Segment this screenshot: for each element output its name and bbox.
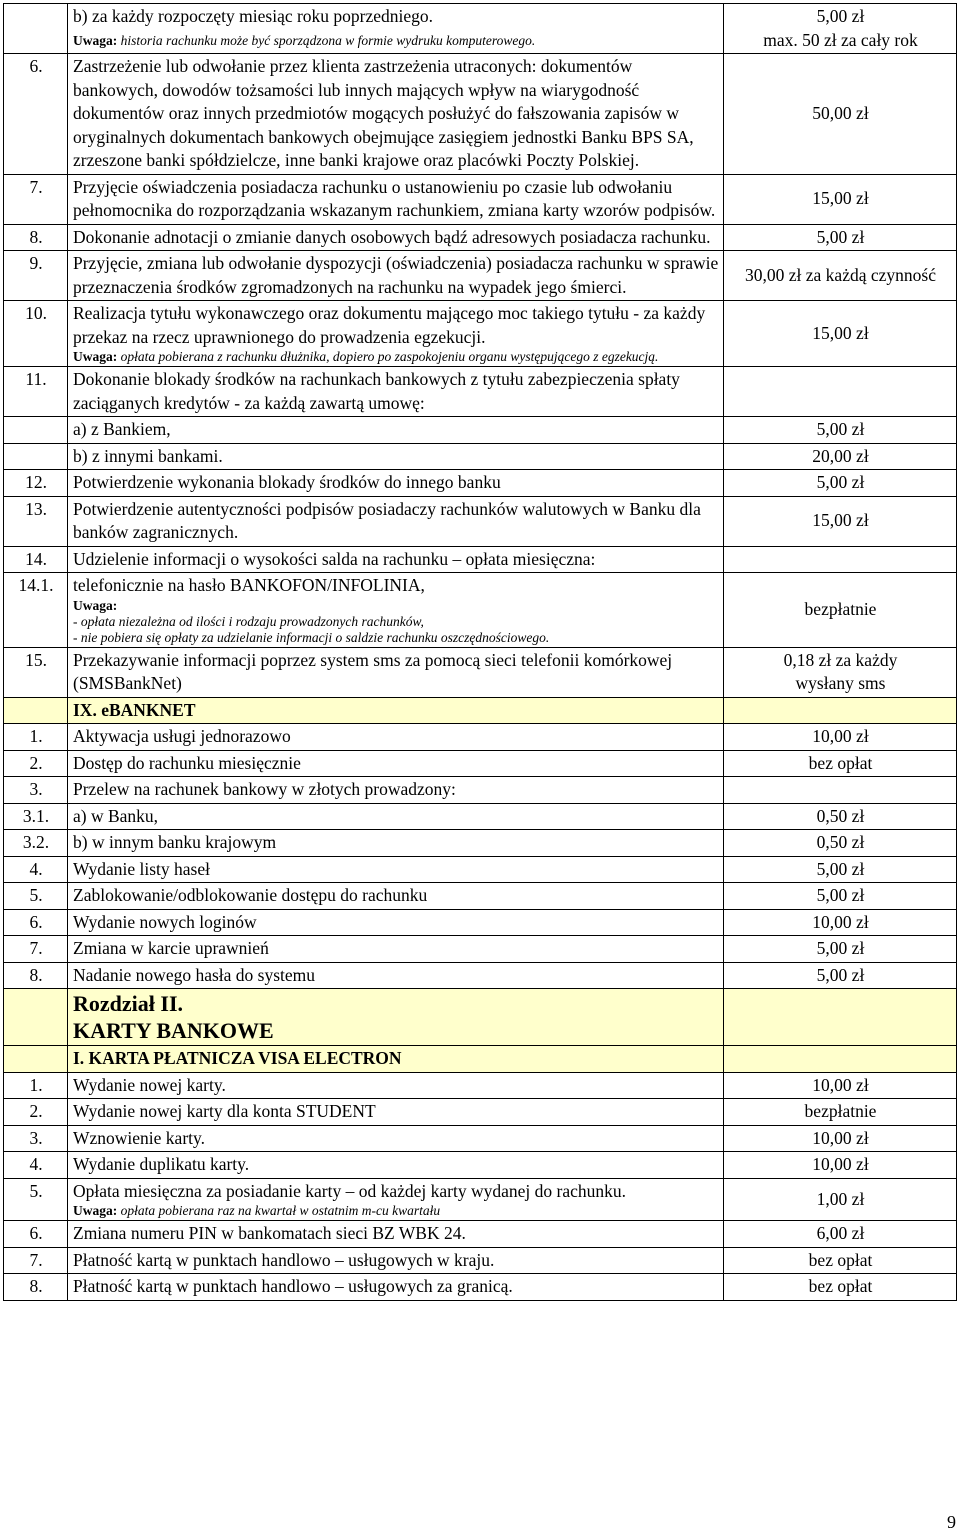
- table-row: [4, 1221, 957, 1248]
- table-row: [4, 909, 957, 936]
- row-number: 1.: [4, 724, 68, 751]
- table-row: [4, 936, 957, 963]
- row-price: 10,00 zł: [724, 724, 957, 751]
- row-description: Dokonanie adnotacji o zmianie danych osobowych bądź adresowych posiadacza rachunku.: [68, 224, 724, 251]
- row-number: 8.: [4, 1274, 68, 1301]
- row-number: 13.: [4, 496, 68, 546]
- row-number: 14.: [4, 546, 68, 573]
- row-price: [724, 777, 957, 804]
- chapter-line: Rozdział II.: [73, 991, 183, 1016]
- row-number: 4.: [4, 1152, 68, 1179]
- row-price: bezpłatnie: [724, 573, 957, 648]
- row-price: 6,00 zł: [724, 1221, 957, 1248]
- row-price: 10,00 zł: [724, 1072, 957, 1099]
- row-description: Przelew na rachunek bankowy w złotych prowadzony:: [68, 777, 724, 804]
- row-price: 20,00 zł: [724, 443, 957, 470]
- table-row: [4, 301, 957, 367]
- section-price-cell: [724, 989, 957, 1046]
- row-price: [724, 647, 957, 697]
- row-number: 6.: [4, 1221, 68, 1248]
- row-number: 11.: [4, 367, 68, 417]
- row-number: 7.: [4, 174, 68, 224]
- row-number: 6.: [4, 909, 68, 936]
- table-row: [4, 224, 957, 251]
- row-price: bez opłat: [724, 750, 957, 777]
- row-number: 7.: [4, 1247, 68, 1274]
- row-price: [724, 4, 957, 54]
- row-price: [724, 367, 957, 417]
- description-text: Opłata miesięczna za posiadanie karty – od każdej karty wydanej do rachunku.: [73, 1180, 626, 1201]
- section-title: IX. eBANKNET: [68, 697, 724, 724]
- row-price: bezpłatnie: [724, 1099, 957, 1126]
- row-price: 30,00 zł za każdą czynność: [724, 251, 957, 301]
- price-line: 0,18 zł za każdy: [783, 649, 898, 670]
- section-number-cell: [4, 1046, 68, 1073]
- row-description: Zablokowanie/odblokowanie dostępu do rachunku: [68, 883, 724, 910]
- row-number: 5.: [4, 1178, 68, 1221]
- section-price-cell: [724, 1046, 957, 1073]
- row-price: 5,00 zł: [724, 224, 957, 251]
- row-price: [724, 546, 957, 573]
- table-row: [4, 777, 957, 804]
- row-price: 0,50 zł: [724, 803, 957, 830]
- row-price: 5,00 zł: [724, 883, 957, 910]
- note-text: - nie pobiera się opłaty za udzielanie informacji o saldzie rachunku oszczędnościowego.: [73, 629, 550, 645]
- table-row: [4, 1152, 957, 1179]
- table-row: [4, 1072, 957, 1099]
- row-price: 15,00 zł: [724, 496, 957, 546]
- row-number: 3.2.: [4, 830, 68, 857]
- row-price: 5,00 zł: [724, 856, 957, 883]
- description-text: Realizacja tytułu wykonawczego oraz dokumentu mającego moc takiego tytułu - za każdy przekaz na rzecz uprawnionego do prowadzenia egzekucji.: [73, 303, 706, 347]
- row-description: Potwierdzenie wykonania blokady środków do innego banku: [68, 470, 724, 497]
- price-line: max. 50 zł za cały rok: [763, 29, 918, 50]
- table-row: [4, 803, 957, 830]
- note-label: Uwaga:: [73, 1203, 118, 1218]
- row-description: Przekazywanie informacji poprzez system sms za pomocą sieci telefonii komórkowej (SMSBankNet): [68, 647, 724, 697]
- chapter-header: [4, 989, 957, 1046]
- row-price: 1,00 zł: [724, 1178, 957, 1221]
- note-text: historia rachunku może być sporządzona w formie wydruku komputerowego.: [117, 32, 536, 48]
- row-number: 9.: [4, 251, 68, 301]
- row-description: [68, 1178, 724, 1221]
- row-description: Wydanie nowych loginów: [68, 909, 724, 936]
- row-description: b) z innymi bankami.: [68, 443, 724, 470]
- row-description: Dostęp do rachunku miesięcznie: [68, 750, 724, 777]
- row-price: 10,00 zł: [724, 909, 957, 936]
- section-title: I. KARTA PŁATNICZA VISA ELECTRON: [68, 1046, 724, 1073]
- chapter-line: KARTY BANKOWE: [73, 1018, 274, 1043]
- row-description: [68, 4, 724, 54]
- price-line: 5,00 zł: [816, 6, 865, 26]
- section-header-visa: [4, 1046, 957, 1073]
- row-description: Zastrzeżenie lub odwołanie przez klienta zastrzeżenia utraconych: dokumentów bankowych, dowodów tożsamości lub innych mających wpływ na wiarygodność dokumentów oraz innych przedmiotów mogących posłużyć do fałszowania zapisów w oryginalnych dokumentach bankowych obejmujące zasięgiem jednostki Banku BPS SA, zrzeszone banki spółdzielcze, inne banki krajowe oraz placówki Poczty Polskiej.: [68, 54, 724, 175]
- table-row: [4, 1247, 957, 1274]
- note-text: - opłata niezależna od ilości i rodzaju prowadzonych rachunków,: [73, 613, 424, 629]
- table-row: [4, 54, 957, 175]
- note-text: opłata pobierana raz na kwartał w ostatnim m-cu kwartału: [117, 1203, 441, 1218]
- row-price: bez opłat: [724, 1247, 957, 1274]
- row-price: 5,00 zł: [724, 417, 957, 444]
- section-number-cell: [4, 697, 68, 724]
- row-number: 8.: [4, 224, 68, 251]
- table-row: [4, 1178, 957, 1221]
- table-row: [4, 573, 957, 648]
- row-number: [4, 417, 68, 444]
- table-row: [4, 1125, 957, 1152]
- row-description: a) z Bankiem,: [68, 417, 724, 444]
- row-description: Wydanie nowej karty dla konta STUDENT: [68, 1099, 724, 1126]
- note-label: Uwaga:: [73, 349, 118, 364]
- row-number: [4, 443, 68, 470]
- row-number: 12.: [4, 470, 68, 497]
- table-row: [4, 883, 957, 910]
- note-label: Uwaga:: [73, 597, 118, 613]
- note-text: opłata pobierana z rachunku dłużnika, dopiero po zaspokojeniu organu występującego z egzekucją.: [117, 349, 659, 364]
- row-number: 5.: [4, 883, 68, 910]
- note: [73, 598, 719, 646]
- table-row: [4, 724, 957, 751]
- row-description: a) w Banku,: [68, 803, 724, 830]
- table-row: [4, 962, 957, 989]
- table-row: [4, 647, 957, 697]
- row-number: 15.: [4, 647, 68, 697]
- table-row: [4, 546, 957, 573]
- table-row: [4, 251, 957, 301]
- row-description: Zmiana numeru PIN w bankomatach sieci BZ WBK 24.: [68, 1221, 724, 1248]
- table-row: [4, 830, 957, 857]
- row-number: 3.: [4, 1125, 68, 1152]
- row-description: Płatność kartą w punktach handlowo – usługowych za granicą.: [68, 1274, 724, 1301]
- note: [73, 349, 719, 365]
- row-description: b) w innym banku krajowym: [68, 830, 724, 857]
- page-number: 9: [947, 1512, 956, 1532]
- description-text: b) za każdy rozpoczęty miesiąc roku poprzedniego.: [73, 6, 434, 26]
- row-number: 7.: [4, 936, 68, 963]
- table-row: [4, 470, 957, 497]
- row-number: [4, 4, 68, 54]
- table-row: [4, 443, 957, 470]
- row-number: 14.1.: [4, 573, 68, 648]
- row-description: [68, 301, 724, 367]
- table-row: [4, 496, 957, 546]
- row-description: Płatność kartą w punktach handlowo – usługowych w kraju.: [68, 1247, 724, 1274]
- row-number: 6.: [4, 54, 68, 175]
- row-number: 1.: [4, 1072, 68, 1099]
- row-price: bez opłat: [724, 1274, 957, 1301]
- section-price-cell: [724, 697, 957, 724]
- description-text: telefonicznie na hasło BANKOFON/INFOLINIA,: [73, 575, 425, 595]
- row-description: Potwierdzenie autentyczności podpisów posiadaczy rachunków walutowych w Banku dla banków zagranicznych.: [68, 496, 724, 546]
- row-description: Przyjęcie, zmiana lub odwołanie dyspozycji (oświadczenia) posiadacza rachunku w sprawie przeznaczenia środków zgromadzonych na rachunku na wypadek jego śmierci.: [68, 251, 724, 301]
- row-number: 3.: [4, 777, 68, 804]
- row-price: 10,00 zł: [724, 1152, 957, 1179]
- row-price: 0,50 zł: [724, 830, 957, 857]
- chapter-title: [68, 989, 724, 1046]
- table-row: [4, 856, 957, 883]
- row-price: 15,00 zł: [724, 174, 957, 224]
- row-number: 10.: [4, 301, 68, 367]
- section-number-cell: [4, 989, 68, 1046]
- row-number: 2.: [4, 750, 68, 777]
- row-price: 5,00 zł: [724, 936, 957, 963]
- row-description: [68, 573, 724, 648]
- table-row: [4, 367, 957, 417]
- row-number: 3.1.: [4, 803, 68, 830]
- row-number: 8.: [4, 962, 68, 989]
- table-row: [4, 417, 957, 444]
- row-description: Wydanie nowej karty.: [68, 1072, 724, 1099]
- row-price: 5,00 zł: [724, 962, 957, 989]
- note-label: Uwaga:: [73, 32, 118, 48]
- table-row: [4, 1099, 957, 1126]
- note: [73, 33, 719, 49]
- row-description: Przyjęcie oświadczenia posiadacza rachunku o ustanowieniu po czasie lub odwołaniu pełnomocnika do rozporządzania wskazanym rachunkiem, zmiana karty wzorów podpisów.: [68, 174, 724, 224]
- row-description: Wydanie duplikatu karty.: [68, 1152, 724, 1179]
- row-description: Wznowienie karty.: [68, 1125, 724, 1152]
- table-row: [4, 4, 957, 54]
- table-row: [4, 750, 957, 777]
- row-description: Zmiana w karcie uprawnień: [68, 936, 724, 963]
- row-price: 15,00 zł: [724, 301, 957, 367]
- row-number: 4.: [4, 856, 68, 883]
- fee-table: [3, 3, 957, 1301]
- section-header-ebanknet: [4, 697, 957, 724]
- row-price: 10,00 zł: [724, 1125, 957, 1152]
- table-row: [4, 174, 957, 224]
- price-line: wysłany sms: [795, 673, 886, 693]
- row-description: Wydanie listy haseł: [68, 856, 724, 883]
- note: [73, 1203, 719, 1219]
- row-description: Aktywacja usługi jednorazowo: [68, 724, 724, 751]
- table-row: [4, 1274, 957, 1301]
- row-number: 2.: [4, 1099, 68, 1126]
- row-description: Udzielenie informacji o wysokości salda na rachunku – opłata miesięczna:: [68, 546, 724, 573]
- row-description: Nadanie nowego hasła do systemu: [68, 962, 724, 989]
- row-price: 50,00 zł: [724, 54, 957, 175]
- row-description: Dokonanie blokady środków na rachunkach bankowych z tytułu zabezpieczenia spłaty zaciąganych kredytów - za każdą zawartą umowę:: [68, 367, 724, 417]
- row-price: 5,00 zł: [724, 470, 957, 497]
